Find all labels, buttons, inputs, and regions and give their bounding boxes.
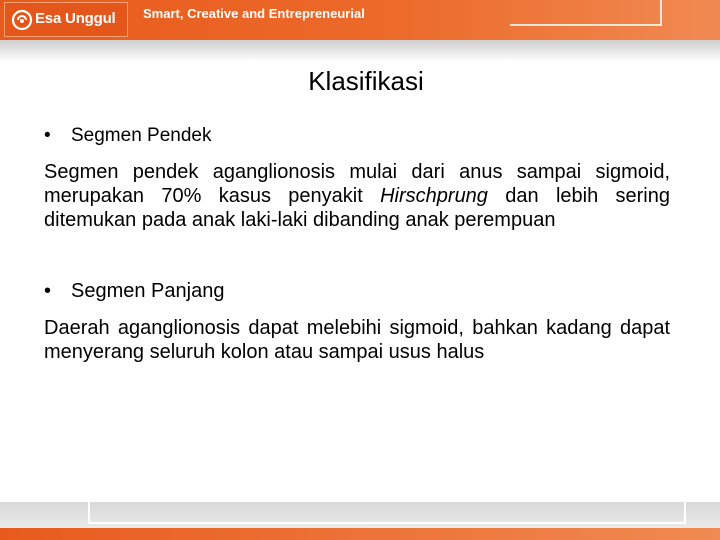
paragraph-segmen-pendek xyxy=(44,160,670,232)
bullet-segmen-panjang xyxy=(44,280,224,303)
bullet-dot: • xyxy=(44,125,51,146)
footer-stripe xyxy=(0,528,720,540)
paragraph-text-end: dan lebih sering ditemukan pada anak laki-laki dibanding anak perempuan xyxy=(44,185,670,231)
slide-title: Klasifikasi xyxy=(308,66,424,96)
brand-name: Esa Unggul xyxy=(35,10,116,27)
bullet-segmen-pendek xyxy=(44,125,212,147)
university-logo xyxy=(4,2,128,37)
bullet-label: Segmen Panjang xyxy=(71,280,225,302)
paragraph-italic-term: Hirschprung xyxy=(380,185,488,207)
bullet-label: Segmen Pendek xyxy=(71,125,212,146)
footer-frame xyxy=(88,502,686,524)
header-bar xyxy=(0,0,720,40)
paragraph-text: Segmen pendek aganglionosis mulai dari anus sampai sigmoid, merupakan 70% kasus penyakit xyxy=(44,161,670,207)
paragraph-segmen-panjang: Daerah aganglionosis dapat melebihi sigmoid, bahkan kadang dapat menyerang seluruh kolon atau sampai usus halus xyxy=(44,317,670,363)
logo-emblem-icon xyxy=(11,9,33,31)
header-shadow xyxy=(0,40,720,62)
decorative-frame xyxy=(510,0,662,26)
tagline: Smart, Creative and Entrepreneurial xyxy=(143,6,365,21)
bullet-dot: • xyxy=(44,280,52,302)
